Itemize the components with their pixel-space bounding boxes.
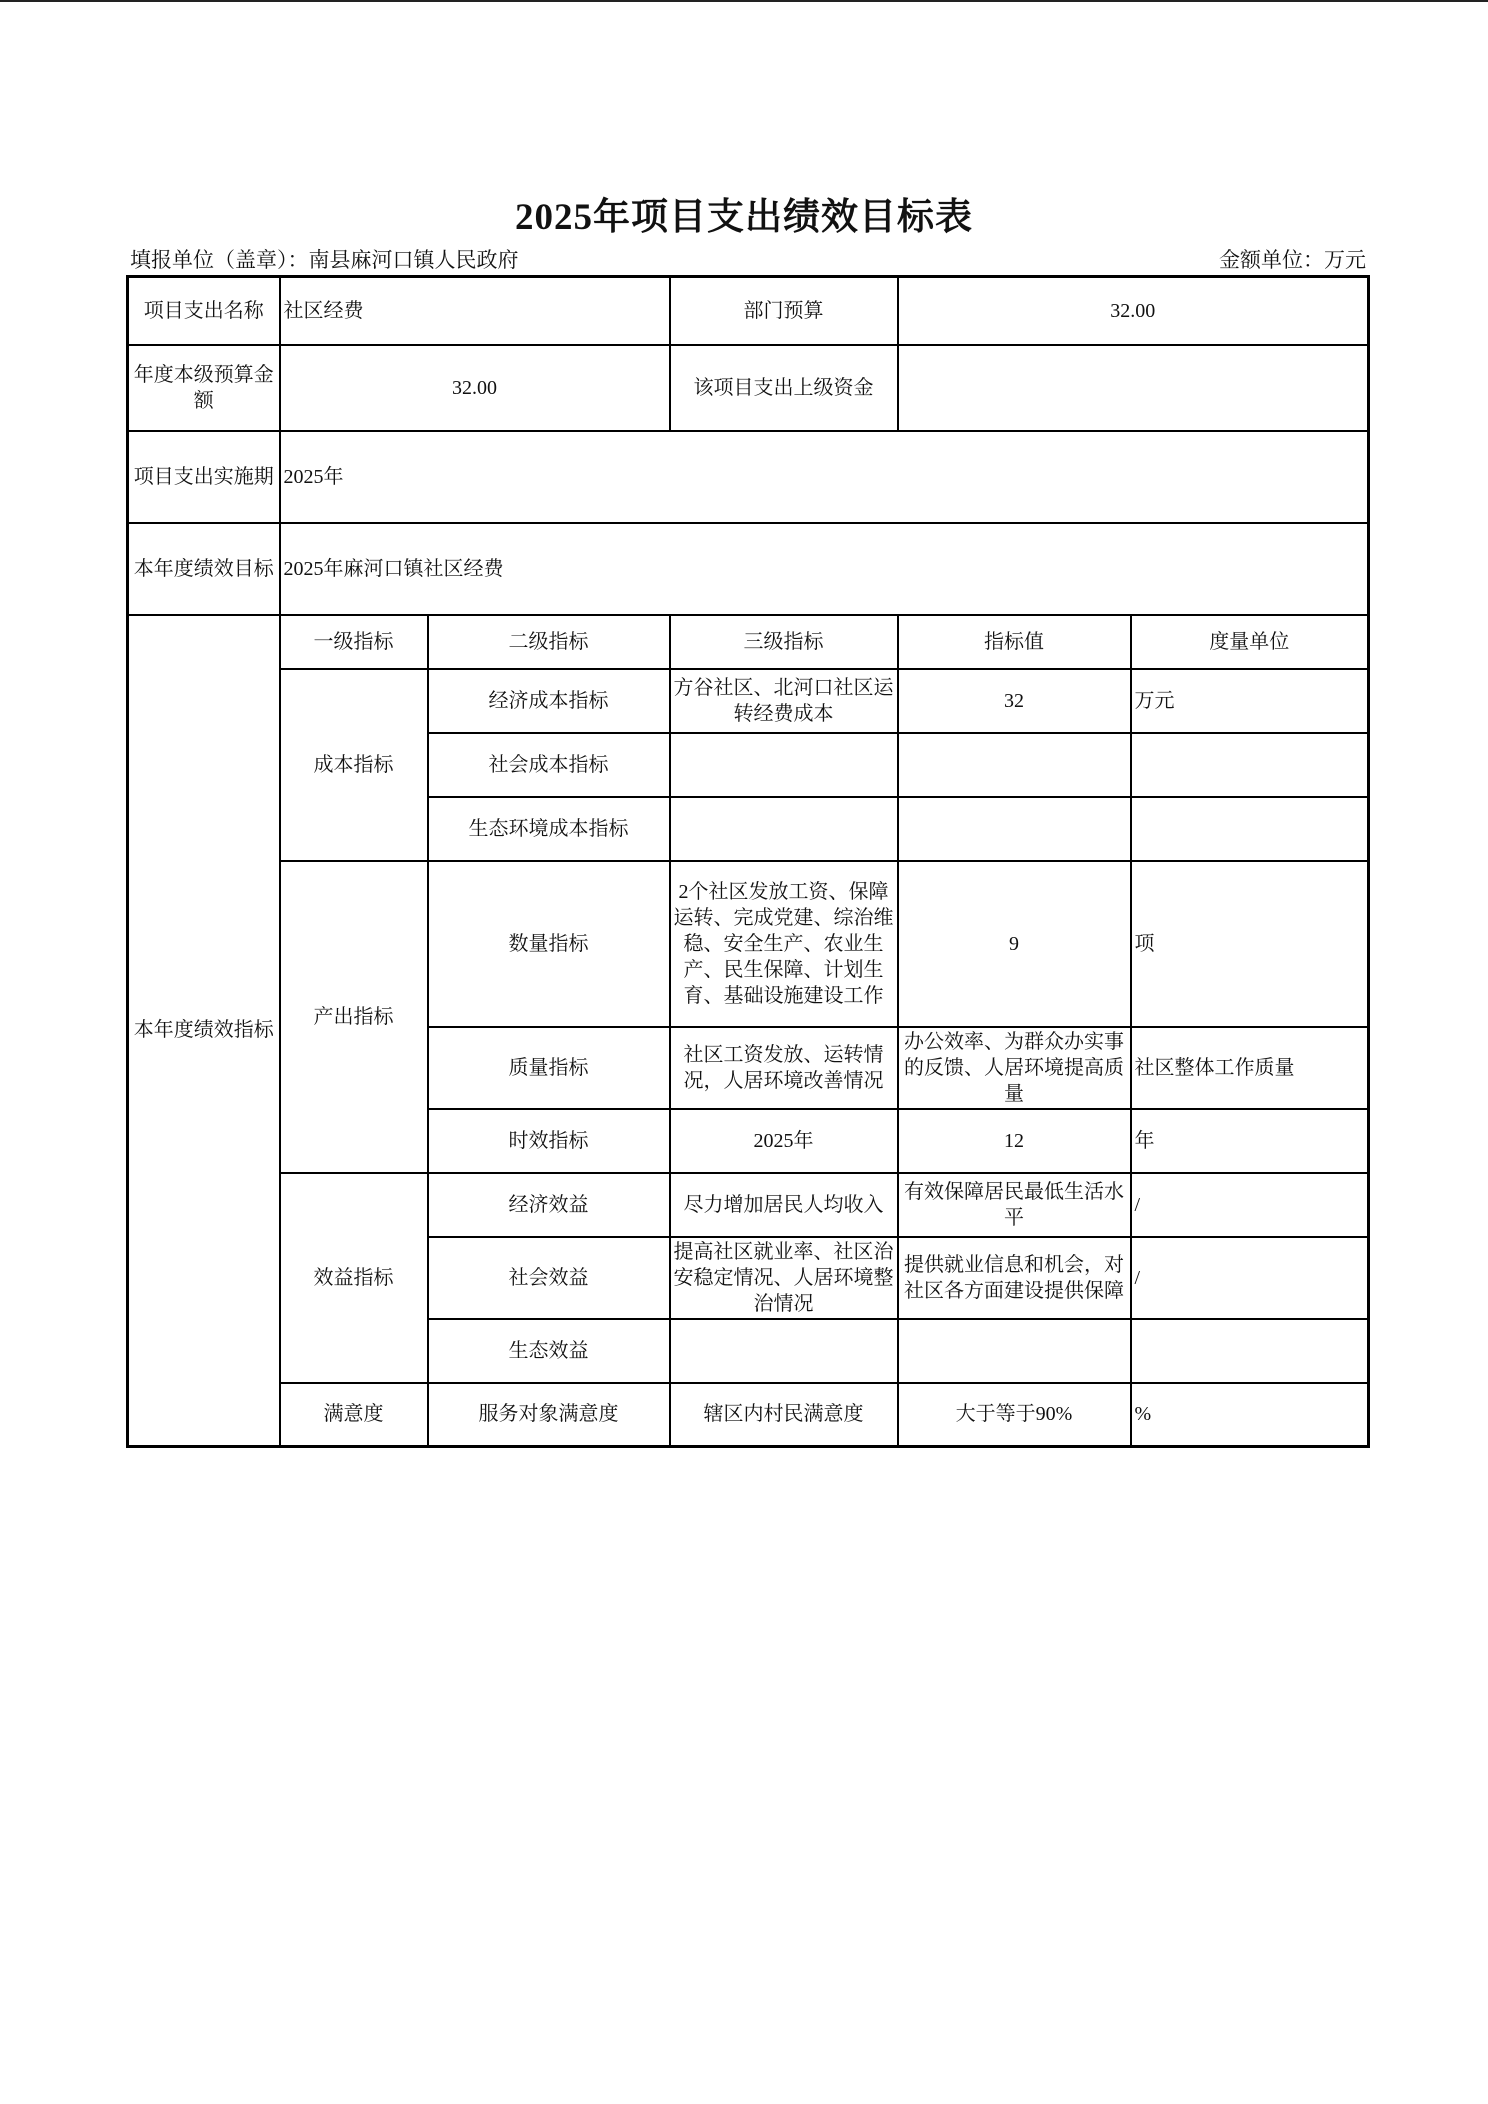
level2-cell: 质量指标 (428, 1027, 670, 1109)
level3-cell: 尽力增加居民人均收入 (670, 1173, 898, 1237)
level2-cell: 时效指标 (428, 1109, 670, 1173)
column-header: 一级指标 (280, 615, 428, 669)
table-row (128, 615, 1369, 669)
group-output: 产出指标 (280, 861, 428, 1173)
unit-cell: / (1131, 1237, 1369, 1319)
level2-cell: 生态效益 (428, 1319, 670, 1383)
level3-cell: 提高社区就业率、社区治安稳定情况、人居环境整治情况 (670, 1237, 898, 1319)
annual-budget-value: 32.00 (280, 345, 670, 431)
value-cell: 大于等于90% (898, 1383, 1131, 1447)
level2-cell: 数量指标 (428, 861, 670, 1027)
value-cell: 办公效率、为群众办实事的反馈、人居环境提高质量 (898, 1027, 1131, 1109)
unit-cell: 年 (1131, 1109, 1369, 1173)
column-header: 指标值 (898, 615, 1131, 669)
project-name-label: 项目支出名称 (128, 277, 280, 345)
period-label: 项目支出实施期 (128, 431, 280, 523)
level3-cell: 方谷社区、北河口社区运转经费成本 (670, 669, 898, 733)
unit-cell: / (1131, 1173, 1369, 1237)
group-benefit: 效益指标 (280, 1173, 428, 1383)
level3-cell: 2个社区发放工资、保障运转、完成党建、综治维稳、安全生产、农业生产、民生保障、计划生育、基础设施建设工作 (670, 861, 898, 1027)
level2-cell: 经济效益 (428, 1173, 670, 1237)
table-row (128, 861, 1369, 1027)
level3-cell (670, 1319, 898, 1383)
level2-cell: 服务对象满意度 (428, 1383, 670, 1447)
amount-unit: 金额单位：万元 (1219, 248, 1366, 272)
group-satisfaction: 满意度 (280, 1383, 428, 1447)
table-row (128, 523, 1369, 615)
table-row (128, 345, 1369, 431)
superior-funds-value (898, 345, 1369, 431)
superior-funds-label: 该项目支出上级资金 (670, 345, 898, 431)
unit-cell (1131, 733, 1369, 797)
unit-cell: 万元 (1131, 669, 1369, 733)
level2-cell: 生态环境成本指标 (428, 797, 670, 861)
column-header: 二级指标 (428, 615, 670, 669)
table-row (128, 1173, 1369, 1237)
indicators-section-label: 本年度绩效指标 (128, 615, 280, 1447)
project-name-value: 社区经费 (280, 277, 670, 345)
unit-cell: 项 (1131, 861, 1369, 1027)
level3-cell (670, 797, 898, 861)
reporting-unit: 填报单位（盖章）：南县麻河口镇人民政府 (130, 248, 519, 272)
column-header: 三级指标 (670, 615, 898, 669)
value-cell: 提供就业信息和机会，对社区各方面建设提供保障 (898, 1237, 1131, 1319)
level3-cell (670, 733, 898, 797)
goal-label: 本年度绩效目标 (128, 523, 280, 615)
period-value: 2025年 (280, 431, 1369, 523)
value-cell: 32 (898, 669, 1131, 733)
value-cell (898, 797, 1131, 861)
table-row (128, 277, 1369, 345)
table-row (128, 669, 1369, 733)
goal-value: 2025年麻河口镇社区经费 (280, 523, 1369, 615)
level2-cell: 社会效益 (428, 1237, 670, 1319)
value-cell (898, 733, 1131, 797)
value-cell: 有效保障居民最低生活水平 (898, 1173, 1131, 1237)
value-cell: 9 (898, 861, 1131, 1027)
level3-cell: 2025年 (670, 1109, 898, 1173)
level3-cell: 辖区内村民满意度 (670, 1383, 898, 1447)
unit-cell: % (1131, 1383, 1369, 1447)
value-cell (898, 1319, 1131, 1383)
dept-budget-value: 32.00 (898, 277, 1369, 345)
performance-target-table (126, 275, 1370, 1448)
level2-cell: 经济成本指标 (428, 669, 670, 733)
table-row (128, 1383, 1369, 1447)
level3-cell: 社区工资发放、运转情况，人居环境改善情况 (670, 1027, 898, 1109)
group-cost: 成本指标 (280, 669, 428, 861)
top-border-line (0, 0, 1488, 2)
dept-budget-label: 部门预算 (670, 277, 898, 345)
document-title: 2025年项目支出绩效目标表 (515, 197, 973, 238)
unit-cell: 社区整体工作质量 (1131, 1027, 1369, 1109)
column-header: 度量单位 (1131, 615, 1369, 669)
annual-budget-label: 年度本级预算金额 (128, 345, 280, 431)
table-row (128, 431, 1369, 523)
level2-cell: 社会成本指标 (428, 733, 670, 797)
unit-cell (1131, 797, 1369, 861)
value-cell: 12 (898, 1109, 1131, 1173)
unit-cell (1131, 1319, 1369, 1383)
